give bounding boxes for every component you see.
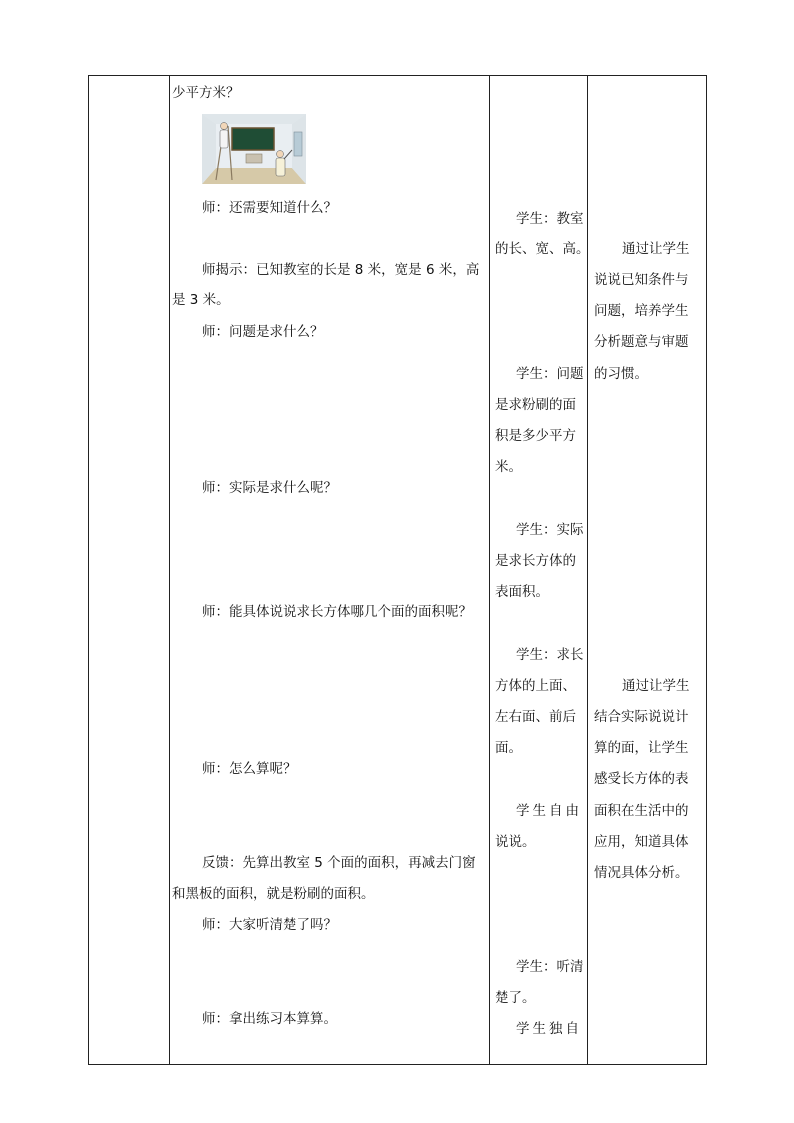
teacher-line: 师：能具体说说求长方体哪几个面的面积呢？ [202, 604, 472, 620]
design-line: 问题，培养学生 [594, 303, 689, 319]
teacher-line: 师：问题是求什么？ [202, 324, 324, 340]
design-line: 应用，知道具体 [594, 834, 689, 850]
teacher-line: 师：怎么算呢？ [202, 761, 297, 777]
student-line: 学生：问题 [516, 366, 584, 382]
student-line: 学生：教室 [516, 211, 584, 227]
student-line: 是求长方体的 [495, 553, 576, 569]
teacher-line: 和黑板的面积，就是粉刷的面积。 [172, 886, 375, 902]
student-line: 学生：求长 [516, 647, 584, 663]
column-divider [169, 76, 170, 1064]
design-line: 情况具体分析。 [594, 865, 689, 881]
student-line: 学生：听清 [516, 959, 584, 975]
teacher-line: 师：实际是求什么呢？ [202, 480, 337, 496]
teacher-line: 师：拿出练习本算算。 [202, 1011, 337, 1027]
student-line: 左右面、前后 [495, 709, 576, 725]
student-line: 楚了。 [495, 990, 536, 1006]
design-line: 结合实际说说计 [594, 709, 689, 725]
student-line: 方体的上面、 [495, 678, 576, 694]
column-divider [587, 76, 588, 1064]
student-line: 的长、宽、高。 [495, 241, 590, 257]
student-line: 学生：实际 [516, 522, 584, 538]
design-line: 通过让学生 [622, 678, 690, 694]
student-line: 面。 [495, 740, 522, 756]
student-line: 是求粉刷的面 [495, 397, 576, 413]
classroom-painting-illustration [202, 114, 306, 184]
design-line: 算的面，让学生 [594, 740, 689, 756]
design-line: 说说已知条件与 [594, 272, 689, 288]
student-line: 米。 [495, 459, 522, 475]
design-line: 通过让学生 [622, 241, 690, 257]
lesson-table [88, 75, 707, 1065]
student-line: 积是多少平方 [495, 428, 576, 444]
teacher-line: 师：还需要知道什么？ [202, 200, 337, 216]
design-line: 分析题意与审题 [594, 334, 689, 350]
teacher-line: 师：大家听清楚了吗？ [202, 917, 337, 933]
teacher-line: 是 3 米。 [172, 292, 230, 308]
student-line: 学生自由 [516, 803, 582, 819]
student-line: 说说。 [495, 834, 536, 850]
student-line: 学生独自 [516, 1021, 582, 1037]
student-line: 表面积。 [495, 584, 549, 600]
column-divider [489, 76, 490, 1064]
design-line: 的习惯。 [594, 366, 648, 382]
teacher-line: 少平方米？ [172, 85, 240, 101]
teacher-line: 反馈：先算出教室 5 个面的面积，再减去门窗 [202, 855, 476, 871]
teacher-line: 师揭示：已知教室的长是 8 米，宽是 6 米，高 [202, 262, 480, 278]
design-line: 感受长方体的表 [594, 771, 689, 787]
design-line: 面积在生活中的 [594, 803, 689, 819]
